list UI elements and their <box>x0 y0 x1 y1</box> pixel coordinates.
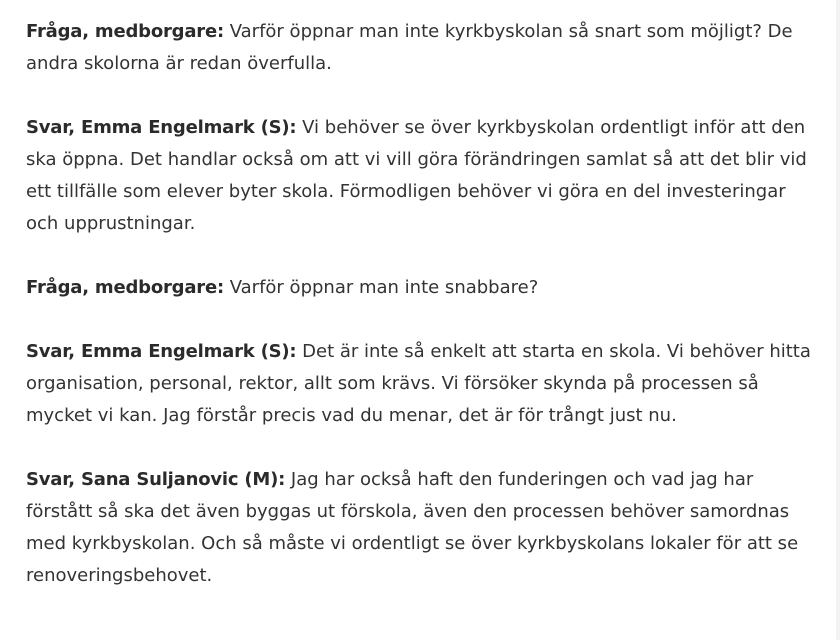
speaker-label: Svar, Emma Engelmark (S): <box>26 117 297 138</box>
speaker-label: Fråga, medborgare: <box>26 277 224 298</box>
qa-paragraph <box>26 336 816 432</box>
speaker-label: Svar, Emma Engelmark (S): <box>26 341 297 362</box>
qa-text: Varför öppnar man inte snabbare? <box>229 277 539 298</box>
qa-paragraph <box>26 272 816 304</box>
qa-text: Det är inte så enkelt att starta en skola. Vi behöver hitta organisation, personal, rektor, allt som krävs. Vi försöker skynda på processen så mycket vi kan. Jag förstår precis vad du menar, det är för trångt just nu. <box>26 341 811 426</box>
qa-paragraph <box>26 464 816 592</box>
qa-paragraph <box>26 112 816 240</box>
article-body <box>26 16 816 624</box>
qa-text: Varför öppnar man inte kyrkbyskolan så snart som möjligt? De andra skolorna är redan överfulla. <box>26 21 793 74</box>
speaker-label: Fråga, medborgare: <box>26 21 224 42</box>
qa-text: Jag har också haft den funderingen och vad jag har förstått så ska det även byggas ut förskola, även den processen behöver samordnas med kyrkbyskolan. Och så måste vi ordentligt se över kyrkbyskolans lokaler för att se renoveringsbehovet. <box>26 469 799 586</box>
scrollbar[interactable] <box>836 0 840 640</box>
qa-text: Vi behöver se över kyrkbyskolan ordentligt inför att den ska öppna. Det handlar också om att vi vill göra förändringen samlat så att det blir vid ett tillfälle som elever byter skola. Förmodligen behöver vi göra en del investeringar och upprustningar. <box>26 117 807 234</box>
qa-paragraph <box>26 16 816 80</box>
speaker-label: Svar, Sana Suljanovic (M): <box>26 469 286 490</box>
